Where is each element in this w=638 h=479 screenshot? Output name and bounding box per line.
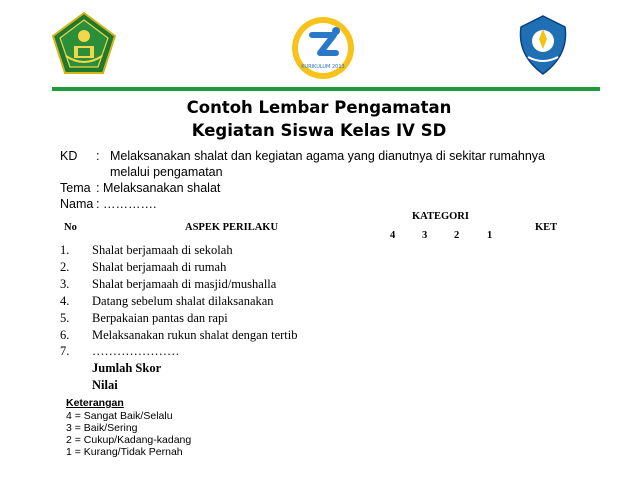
row-number: 5.	[60, 311, 70, 325]
keterangan-heading: Keterangan	[66, 397, 124, 409]
kd-label: KD	[60, 149, 78, 163]
tema-value: : Melaksanakan shalat	[96, 181, 221, 195]
nama-value: : ………….	[96, 197, 157, 211]
tema-label: Tema	[60, 181, 91, 195]
tema-row	[60, 181, 221, 195]
row-aspect: Shalat berjamaah di rumah	[92, 260, 227, 274]
row-number: 3.	[60, 277, 70, 291]
row-number: 4.	[60, 294, 70, 308]
row-aspect: Melaksanakan rukun shalat dengan tertib	[92, 328, 298, 342]
row-aspect: Shalat berjamaah di masjid/mushalla	[92, 277, 277, 291]
kategori-value-4: 4	[390, 230, 396, 241]
row-number: 2.	[60, 260, 70, 274]
kategori-value-1: 1	[487, 230, 493, 241]
keterangan-item-2: 2 = Cukup/Kadang-kadang	[66, 434, 192, 446]
keterangan-item-1: 1 = Kurang/Tidak Pernah	[66, 446, 183, 458]
row-number: 7.	[60, 344, 70, 358]
kurikulum-logo-text: KURIKULUM 2013	[301, 64, 345, 70]
title-line-2: Kegiatan Siswa Kelas IV SD	[191, 121, 447, 140]
kd-value-continued: melalui pengamatan	[110, 165, 223, 179]
header-divider	[52, 87, 600, 91]
title-line-1: Contoh Lembar Pengamatan	[186, 98, 452, 117]
kategori-value-3: 3	[422, 230, 428, 241]
nama-row	[60, 197, 157, 211]
kd-separator: :	[96, 149, 100, 163]
kd-value: Melaksanakan shalat dan kegiatan agama yang dianutnya di sekitar rumahnya	[110, 149, 545, 163]
row-number: 6.	[60, 328, 70, 342]
jumlah-skor-label: Jumlah Skor	[92, 361, 162, 375]
kd-row	[60, 149, 545, 163]
row-aspect: …………………	[92, 344, 180, 358]
kurikulum-2013-logo	[290, 15, 356, 81]
nilai-label: Nilai	[92, 378, 118, 392]
row-number: 1.	[60, 243, 70, 257]
column-aspek-perilaku: ASPEK PERILAKU	[185, 222, 279, 233]
column-kategori: KATEGORI	[412, 211, 469, 222]
row-aspect: Berpakaian pantas dan rapi	[92, 311, 228, 325]
kemenag-logo	[52, 12, 116, 74]
row-aspect: Shalat berjamaah di sekolah	[92, 243, 233, 257]
keterangan-item-4: 4 = Sangat Baik/Selalu	[66, 410, 173, 422]
kategori-value-2: 2	[454, 230, 460, 241]
column-ket: KET	[535, 222, 558, 233]
tut-wuri-handayani-logo	[516, 15, 570, 75]
row-aspect: Datang sebelum shalat dilaksanakan	[92, 294, 274, 308]
column-no: No	[64, 222, 77, 233]
keterangan-item-3: 3 = Baik/Sering	[66, 422, 138, 434]
nama-label: Nama	[60, 197, 94, 211]
